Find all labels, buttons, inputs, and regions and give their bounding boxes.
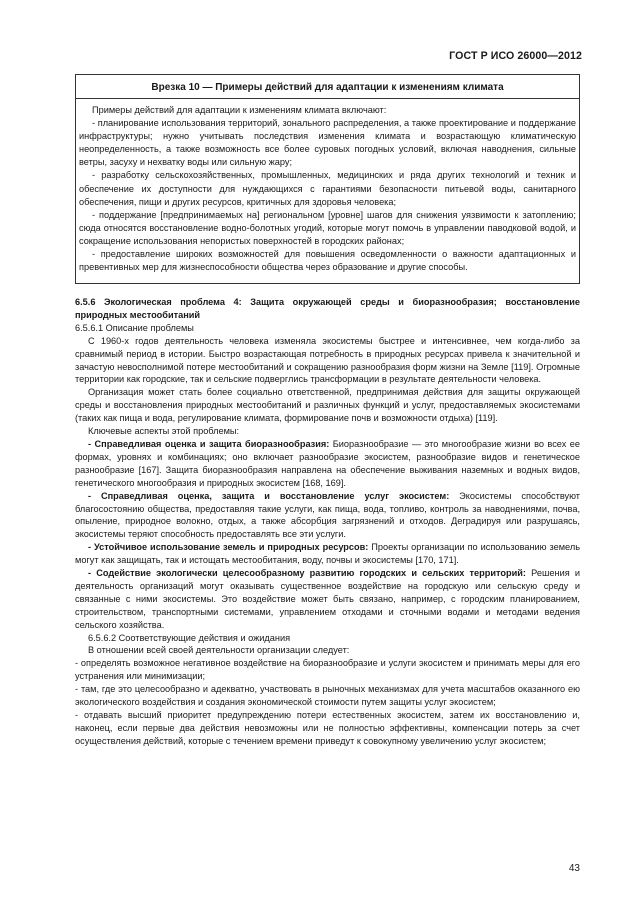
inset-box-title: Врезка 10 — Примеры действий для адаптации к изменениям климата [151,82,504,93]
subsection-title: 6.5.6.1 Описание проблемы [75,322,194,333]
inset-box-divider [75,98,580,99]
page-number: 43 [568,863,580,874]
section-heading: 6.5.6 Экологическая проблема 4: Защита окружающей среды и биоразнообразия; восстановление природных местообитаний [75,297,580,320]
key-aspect-text: Решения и деятельность организаций могут оказывать существенное воздействие на городскую или сельскую среду и связанные с ними экосистемы. Это воздействие может быть связано, например, с городским планированием, строительством, транспортными системами, управлением отходами и сточными водами и методами ведения сельского хозяйства. [75,568,580,630]
key-aspect-title: - Устойчивое использование земель и природных ресурсов: [88,542,369,553]
inset-box-item: - предоставление широких возможностей для повышения осведомленности о важности адаптационных и превентивных мер для жизнеспособности общества через образование и другие способы. [79,249,576,273]
paragraph: В отношении всей своей деятельности организации следует: [88,645,350,656]
page-header-standard: ГОСТ Р ИСО 26000—2012 [449,50,582,62]
key-aspect-text: Экосистемы способствуют благосостоянию общества, предоставляя такие услуги, как пища, вода, топливо, контроль за наводнениями, почва, опыление, природное волокно, отдых, а также абсорбция загрязнений и отходов. Деградируя или разрушаясь, экосистемы теряют способность предоставлять все эти услуги. [75,490,580,540]
inset-box-item: - разработку сельскохозяйственных, промышленных, медицинских и ряда других технологий и техник и обеспечение их доступности для нуждающихся с гарантиями безопасности питьевой воды, санитарного обеспечения, пищи и других ресурсов, критичных для здоровья человека; [79,170,576,207]
key-aspect-title: - Справедливая оценка и защита биоразнообразия: [88,438,330,449]
expectation-item: - отдавать высший приоритет предупреждению потери естественных экосистем, затем их восстановлению и, наконец, если первые два действия невозможны или не полностью эффективны, компенсации потерь за счет осуществления действий, которые с течением времени приведут к совокупному увеличению услуг экосистем; [75,710,580,746]
subsection-title: 6.5.6.2 Соответствующие действия и ожидания [88,632,291,643]
key-aspect-title: - Справедливая оценка, защита и восстановление услуг экосистем: [88,490,450,501]
key-aspect [75,490,580,542]
expectation-item: - там, где это целесообразно и адекватно, участвовать в рыночных механизмах для учета масштабов оказанного ею экологического воздействия и создания экономической стоимости путем защиты услуг экосистем; [75,684,580,708]
key-aspect [75,541,580,567]
key-aspect-title: - Содействие экологически целесообразному развитию городских и сельских территорий: [88,568,526,579]
section-6-5-6 [75,296,580,748]
key-aspect [75,567,580,632]
paragraph: Ключевые аспекты этой проблемы: [88,426,240,437]
inset-box-intro: Примеры действий для адаптации к изменениям климата включают: [92,105,387,115]
key-aspect-text: Проекты организации по использованию земель могут как защищать, так и истощать местообитания, воду, почвы и экосистемы [170, 171]. [75,542,580,566]
key-aspect [75,438,580,490]
inset-box-item: - поддержание [предпринимаемых на] региональном [уровне] шагов для снижения уязвимости к затоплению; сюда относятся восстановление водно-болотных угодий, которые могут помочь в управлении паводковой водой, и сокращение использования непористых поверхностей в городских районах; [79,209,576,246]
inset-box-body [79,104,576,274]
key-aspect-text: Биоразнообразие — это многообразие жизни во всех ее формах, уровнях и комбинациях; оно включает разнообразие экосистем, разнообразие видов и генетическое разнообразие [167]. Защита биоразнообразия направлена на обеспечение выживания наземных и водных видов, генетического многообразия и природных экосистем [168, 169]. [75,438,580,488]
inset-box-item: - планирование использования территорий, зонального распределения, а также проектирование и поддержание инфраструктуры; нужно учитывать последствия изменения климата и возрастающую климатическую неопределенность, а также возможность все более суровых погодных условий, включая наводнения, сильные ветры, засуху и нехватку воды или сильную жару; [79,118,576,168]
expectation-item: - определять возможное негативное воздействие на биоразнообразие и услуги экосистем и принимать меры для его устранения или минимизации; [75,658,580,682]
paragraph: Организация может стать более социально ответственной, предпринимая действия для защиты окружающей среды и восстановления природных местообитаний и различных функций и услуг, предоставляемых экосистемами (таких как пища и вода, регулирование климата, формирование почв и возможности отдыха) [119]. [75,387,580,424]
paragraph: С 1960-х годов деятельность человека изменяла экосистемы быстрее и интенсивнее, чем когда-либо за сравнимый период в истории. Быстро возрастающая потребность в природных ресурсах привела к значительной и зачастую невосполнимой потере местообитаний и сокращению разнообразия форм жизни на Земле [119]. Огромные территории как городские, так и сельские подверглись трансформации в результате деятельности человека. [75,335,580,385]
